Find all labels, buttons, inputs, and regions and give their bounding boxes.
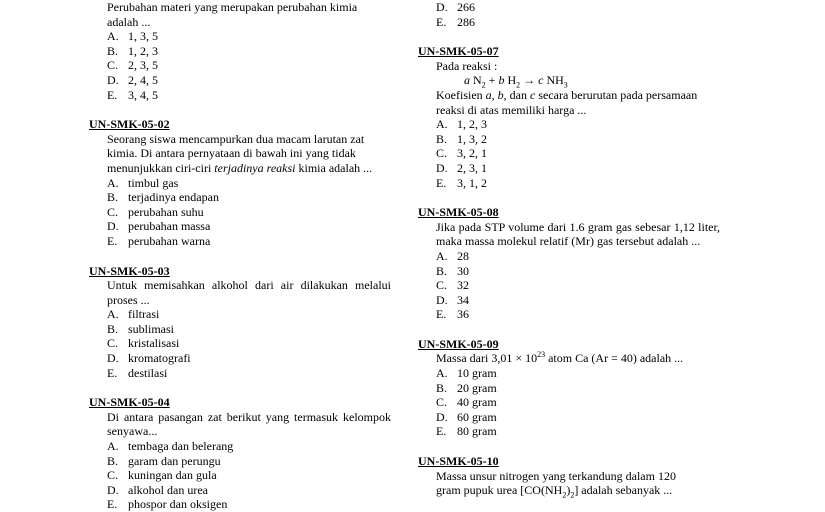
question-code: UN-SMK-05-09 <box>418 336 499 351</box>
question-09 <box>418 337 720 439</box>
question-01-tail <box>89 0 391 102</box>
option-b[interactable]: B. 30 <box>436 263 469 278</box>
option-c[interactable]: C. 3, 2, 1 <box>436 146 487 161</box>
option-c[interactable]: C. 40 gram <box>436 395 497 410</box>
option-d[interactable]: D. alkohol dan urea <box>107 482 208 497</box>
option-b[interactable]: B. sublimasi <box>107 321 175 336</box>
option-c[interactable]: C. kuningan dan gula <box>107 468 217 483</box>
question-02 <box>89 117 391 248</box>
question-text: Massa unsur nitrogen yang terkandung dalam 120 <box>436 468 676 483</box>
option-a[interactable]: A. 10 gram <box>436 366 497 381</box>
question-code: UN-SMK-05-04 <box>89 395 170 410</box>
option-e[interactable]: E. 3, 4, 5 <box>107 87 158 102</box>
option-d[interactable]: D. 266 <box>436 0 475 14</box>
option-e[interactable]: E. 3, 1, 2 <box>436 175 487 190</box>
right-column <box>418 0 720 498</box>
question-text: Koefisien a, b, dan c secara berurutan pada persamaan reaksi di atas memiliki harga ... <box>436 87 698 117</box>
option-b[interactable]: B. 20 gram <box>436 380 497 395</box>
option-d[interactable]: D. kromatografi <box>107 351 191 366</box>
left-column <box>89 0 391 512</box>
option-a[interactable]: A. tembaga dan belerang <box>107 439 234 454</box>
question-06-tail <box>418 0 720 29</box>
question-code: UN-SMK-05-03 <box>89 263 170 278</box>
question-07 <box>418 44 720 190</box>
question-code: UN-SMK-05-07 <box>418 44 499 59</box>
option-d[interactable]: D. 2, 4, 5 <box>107 72 158 87</box>
question-text: Seorang siswa mencampurkan dua macam larutan zat <box>107 131 365 146</box>
option-e[interactable]: E. phospor dan oksigen <box>107 497 228 512</box>
option-b[interactable]: B. 1, 2, 3 <box>107 43 158 58</box>
question-text: menunjukkan ciri-ciri terjadinya reaksi kimia adalah ... <box>107 160 373 175</box>
question-text: kimia. Di antara pernyataan di bawah ini yang tidak <box>107 146 356 161</box>
option-b[interactable]: B. 1, 3, 2 <box>436 131 487 146</box>
question-text: Massa dari $3,01 \times 10^{23}$ atom Ca (Ar = 40) adalah ... <box>436 350 684 366</box>
question-code: UN-SMK-05-10 <box>418 454 499 469</box>
question-08 <box>418 205 720 322</box>
arrow-icon: → <box>520 73 539 88</box>
emphasis: terjadinya reaksi <box>214 160 296 175</box>
option-e[interactable]: E. 36 <box>436 307 469 322</box>
question-text: Jika pada STP volume dari 1.6 gram gas sebesar 1,12 liter, maka massa molekul relatif (Mr) gas tersebut adalah ... <box>436 219 720 249</box>
question-03 <box>89 264 391 381</box>
question-code: UN-SMK-05-08 <box>418 205 499 220</box>
option-b[interactable]: B. terjadinya endapan <box>107 190 219 205</box>
option-e[interactable]: E. 286 <box>436 14 475 29</box>
option-a[interactable]: A. 28 <box>436 248 469 263</box>
option-a[interactable]: A. filtrasi <box>107 307 160 322</box>
option-c[interactable]: C. kristalisasi <box>107 336 180 351</box>
option-e[interactable]: E. perubahan warna <box>107 233 211 248</box>
option-c[interactable]: C. 2, 3, 5 <box>107 58 158 73</box>
option-c[interactable]: C. perubahan suhu <box>107 204 204 219</box>
question-text: adalah ... <box>107 14 151 29</box>
option-e[interactable]: E. 80 gram <box>436 424 497 439</box>
option-e[interactable]: E. destilasi <box>107 365 168 380</box>
option-a[interactable]: A. timbul gas <box>107 175 179 190</box>
option-a[interactable]: A. 1, 2, 3 <box>436 117 487 132</box>
question-text: Di antara pasangan zat berikut yang termasuk kelompok senyawa... <box>107 409 391 439</box>
question-code: UN-SMK-05-02 <box>89 117 170 132</box>
reaction-equation: a $N_2 + b$ $H_2 \to c$ $NH_3$ <box>464 73 568 90</box>
question-text: Untuk memisahkan alkohol dari air dilakukan melalui proses ... <box>107 278 391 307</box>
option-d[interactable]: D. 2, 3, 1 <box>436 160 487 175</box>
question-text: gram pupuk urea $[CO(NH_2)_2]$ adalah sebanyak ... <box>436 483 673 500</box>
option-d[interactable]: D. 60 gram <box>436 409 497 424</box>
question-10 <box>418 454 720 498</box>
option-b[interactable]: B. garam dan perungu <box>107 453 221 468</box>
option-c[interactable]: C. 32 <box>436 278 469 293</box>
question-04 <box>89 395 391 512</box>
option-d[interactable]: D. perubahan massa <box>107 219 211 234</box>
option-d[interactable]: D. 34 <box>436 292 469 307</box>
option-a[interactable]: A. 1, 3, 5 <box>107 29 158 44</box>
question-text: Pada reaksi : <box>436 58 498 73</box>
question-text: Perubahan materi yang merupakan perubahan kimia <box>107 0 358 14</box>
